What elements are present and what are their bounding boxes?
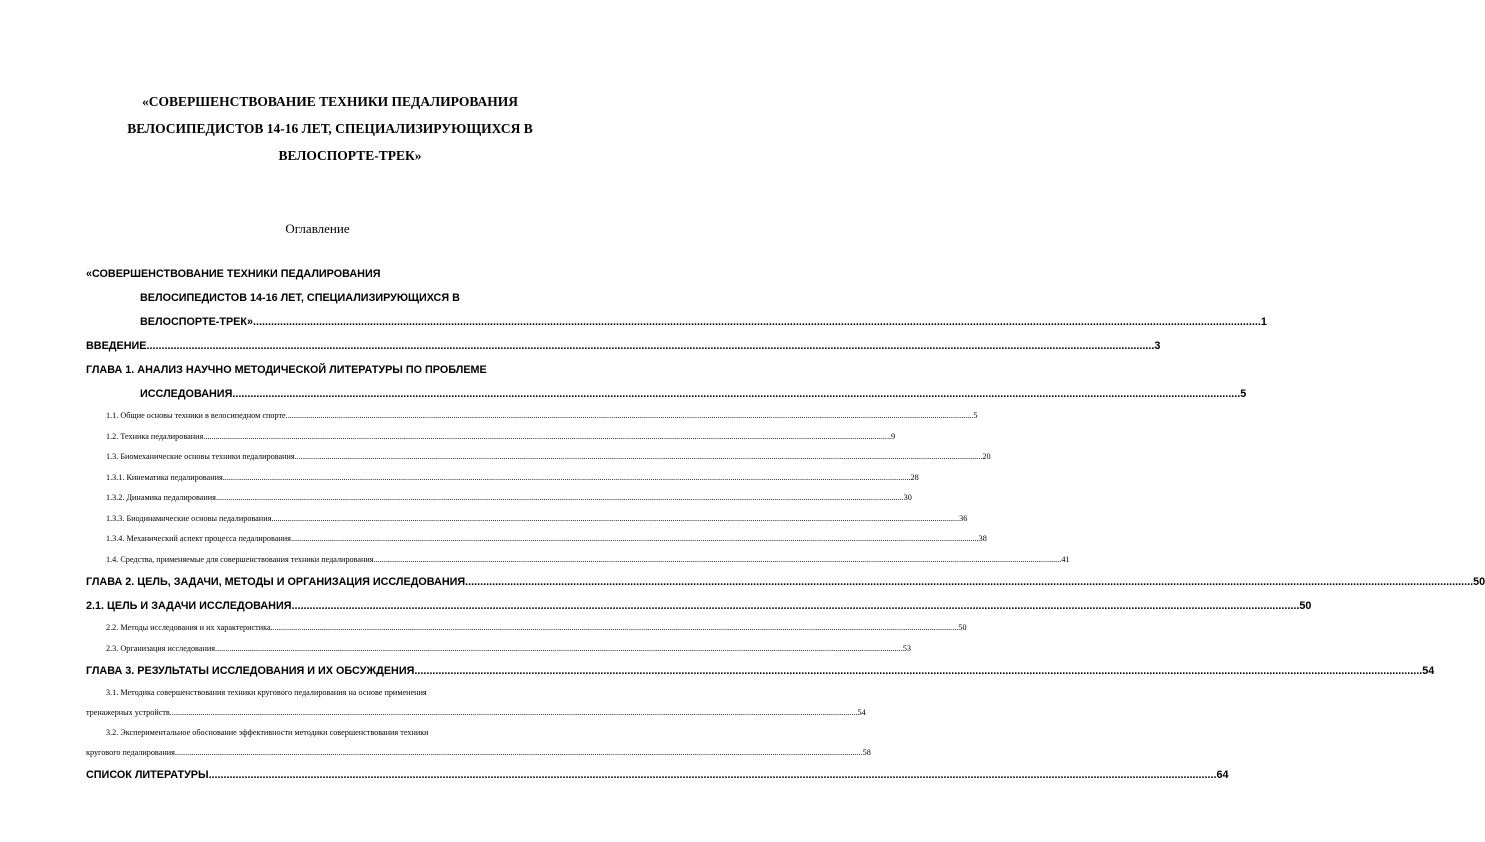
toc-entry-text: СПИСОК ЛИТЕРАТУРЫ [86,769,209,781]
toc-entry-page: 36 [959,513,968,523]
toc-entry-page: 50 [1473,576,1485,588]
toc-entry-line: ГЛАВА 1. АНАЛИЗ НАУЧНО МЕТОДИЧЕСКОЙ ЛИТЕРАТУРЫ ПО ПРОБЛЕМЕ [86,364,487,376]
toc-entry-chapter-1[interactable] [86,358,1247,406]
toc-entry-line [86,310,1267,334]
toc-leader-dots [271,618,959,639]
toc-entry-text: ГЛАВА 3. РЕЗУЛЬТАТЫ ИССЛЕДОВАНИЯ И ИХ ОБСУЖДЕНИЯ [86,665,415,677]
toc-leader-dots [146,334,1154,358]
toc-entry-page: 28 [910,472,919,482]
toc-entry-text: ГЛАВА 2. ЦЕЛЬ, ЗАДАЧИ, МЕТОДЫ И ОРГАНИЗАЦИЯ ИССЛЕДОВАНИЯ [86,576,466,588]
toc-leader-dots [414,659,1422,683]
toc-entry-page: 54 [1422,665,1435,677]
toc-leader-dots [292,594,1300,618]
toc-entry-1-2[interactable] [86,427,896,448]
toc-leader-dots [215,639,903,660]
toc-entry-1-3-4[interactable] [86,529,987,550]
toc-entry-2-3[interactable] [86,639,911,660]
toc-entry-1-4[interactable] [86,550,1070,571]
toc-entry-text: 1.3.2. Динамика педалирования [106,493,216,502]
toc-entry-text: 2.2. Методы исследования и их характеристика [106,623,271,632]
toc-entry-text: 1.1. Общие основы техники в велосипедном спорте [106,411,286,420]
toc-entry-text: 1.2. Техника педалирования [106,431,204,441]
toc-entry-references[interactable] [86,763,1229,787]
title-line-2: ВЕЛОСИПЕДИСТОВ 14-16 ЛЕТ, СПЕЦИАЛИЗИРУЮЩИХСЯ В [127,121,533,136]
toc-entry-line: 3.2. Экспериментальное обоснование эффективности методики совершенствования техники [106,728,429,737]
toc-leader-dots [291,529,979,550]
toc-entry-chapter-2[interactable] [86,570,1485,594]
document-title [60,88,580,169]
toc-entry-page: 38 [978,534,987,543]
toc-entry-text: ВЕЛОСПОРТЕ-ТРЕК» [140,316,253,328]
toc-leader-dots [223,468,911,489]
toc-leader-dots [271,509,959,530]
toc-entry-line: «СОВЕРШЕНСТВОВАНИЕ ТЕХНИКИ ПЕДАЛИРОВАНИЯ [86,268,381,280]
toc-entry-page: 5 [1240,388,1247,400]
toc-entry-1-3-3[interactable] [86,509,968,530]
toc-leader-dots [170,703,858,723]
toc-entry-text: 1.4. Средства, применяемые для совершенствования техники педалирования [106,554,374,564]
toc-entry-1-3[interactable] [86,447,991,468]
toc-entry-text: ВВЕДЕНИЕ [86,340,147,352]
toc-leader-dots [203,427,891,448]
toc-entry-2-1[interactable] [86,594,1312,618]
toc-leader-dots [209,763,1217,787]
toc-entry-text: кругового педалирования [86,748,175,757]
toc-entry-1-3-2[interactable] [86,488,912,509]
toc-entry-text: 1.3. Биомеханические основы техники педалирования [106,452,295,461]
toc-leader-dots [465,570,1473,594]
toc-entry-1-3-1[interactable] [86,468,919,489]
toc-entry-text: 2.3. Организация исследования [106,643,215,653]
toc-entry-page: 20 [982,452,991,461]
toc-entry-line [86,703,866,723]
toc-entry-3-1[interactable] [86,683,866,723]
toc-entry-page: 41 [1061,554,1070,564]
toc-entry-page: 3 [1154,340,1161,352]
toc-entry-page: 5 [973,411,978,420]
table-of-contents [86,262,1485,787]
toc-leader-dots [216,488,904,509]
toc-entry-text: 2.1. ЦЕЛЬ И ЗАДАЧИ ИССЛЕДОВАНИЯ [86,600,292,612]
toc-entry-chapter-3[interactable] [86,659,1435,683]
toc-entry-page: 1 [1260,316,1267,328]
toc-entry-text: 1.3.4. Механический аспект процесса педалирования [106,534,291,543]
toc-entry-introduction[interactable] [86,334,1161,358]
toc-entry-page: 30 [903,493,912,502]
toc-entry-text: 1.3.3. Биодинамические основы педалирования [106,513,272,523]
toc-entry-line [86,743,871,763]
title-line-3: ВЕЛОСПОРТЕ-ТРЕК» [278,148,422,163]
toc-entry-title[interactable] [86,262,1267,334]
toc-entry-3-2[interactable] [86,723,871,763]
toc-entry-page: 50 [1299,600,1312,612]
toc-entry-page: 9 [891,431,896,441]
toc-entry-1-1[interactable] [86,406,978,427]
toc-entry-page: 50 [958,623,967,632]
toc-heading: Оглавление [285,221,350,236]
toc-leader-dots [253,310,1261,334]
toc-entry-text: тренажерных устройств [86,708,170,717]
toc-entry-text: 1.3.1. Кинематика педалирования [106,472,223,482]
toc-entry-page: 58 [862,748,871,757]
toc-entry-line [86,382,1247,406]
toc-entry-2-2[interactable] [86,618,967,639]
toc-leader-dots [232,382,1240,406]
toc-leader-dots [175,743,863,763]
toc-leader-dots [374,550,1062,571]
toc-entry-line: 3.1. Методика совершенствования техники кругового педалирования на основе применения [106,688,427,697]
toc-leader-dots [286,406,974,427]
title-line-1: «СОВЕРШЕНСТВОВАНИЕ ТЕХНИКИ ПЕДАЛИРОВАНИЯ [142,94,518,109]
toc-entry-page: 53 [902,643,911,653]
toc-entry-line: ВЕЛОСИПЕДИСТОВ 14-16 ЛЕТ, СПЕЦИАЛИЗИРУЮЩИХСЯ В [140,292,460,304]
toc-leader-dots [295,447,983,468]
toc-entry-page: 54 [857,708,866,717]
toc-entry-page: 64 [1216,769,1229,781]
toc-entry-text: ИССЛЕДОВАНИЯ [140,388,233,400]
